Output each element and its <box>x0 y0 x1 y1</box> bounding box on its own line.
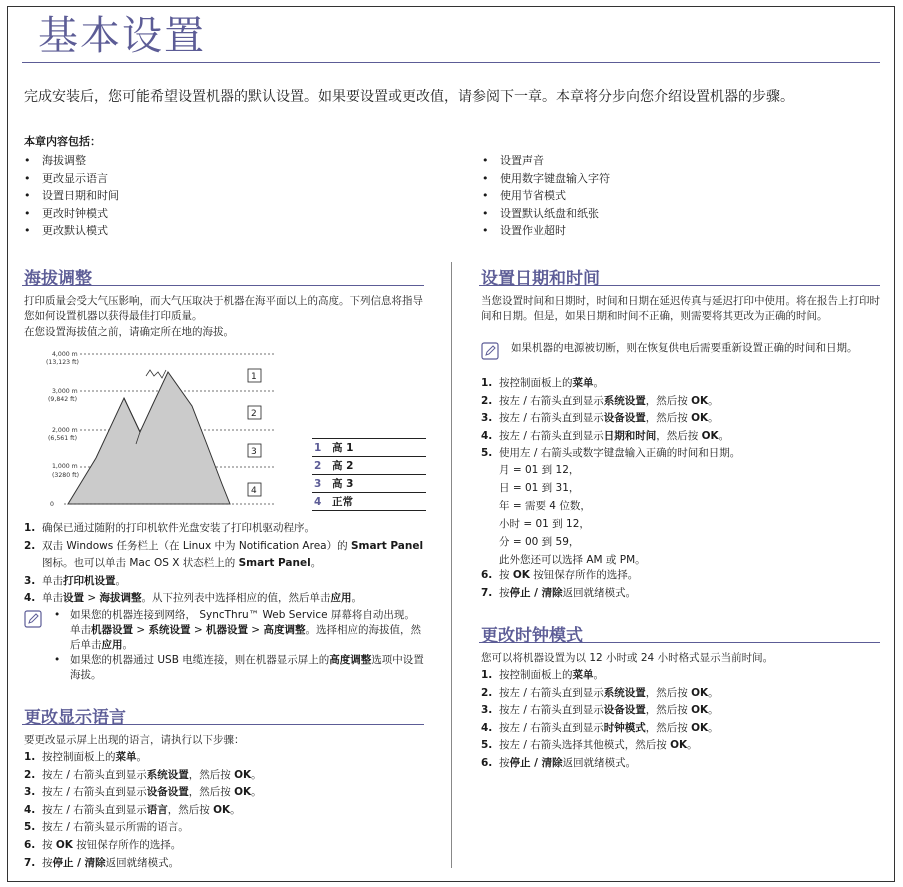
bold-text: OK <box>691 721 709 734</box>
text: 按左 / 右箭头直到显示 <box>499 721 604 734</box>
text: 按钮保存所作的选择。 <box>529 569 639 581</box>
text: ，然后按 <box>645 412 692 425</box>
step-number: 2. <box>481 394 493 407</box>
text: 按左 / 右箭头显示所需的语言。 <box>42 821 189 834</box>
step-item <box>24 784 424 802</box>
table-cell-label: 正常 <box>330 493 426 511</box>
note-item <box>46 653 424 683</box>
step-number: 3. <box>24 574 36 587</box>
datetime-paragraph: 当您设置时间和日期时，时间和日期在延迟传真与延迟打印中使用。将在报告上打印时间和日期。但是，如果日期和时间不正确，则需要将其更改为正确的时间。 <box>481 295 880 322</box>
table-row <box>312 493 426 511</box>
text: 按左 / 右箭头直到显示 <box>42 803 147 816</box>
section-title-clock: 更改时钟模式 <box>481 626 583 646</box>
step-number: 7. <box>481 586 493 599</box>
altitude-table <box>312 438 426 511</box>
table-cell-label: 高 2 <box>330 457 426 475</box>
section-title-language: 更改显示语言 <box>24 708 126 728</box>
text: > <box>190 624 206 636</box>
step-number: 4. <box>481 429 493 442</box>
text: 。 <box>310 557 322 570</box>
bold-text: OK <box>234 768 252 781</box>
step-number: 6. <box>481 569 493 581</box>
bold-text: 菜单 <box>572 377 594 389</box>
bold-text: Smart Panel <box>238 557 311 570</box>
section-rule <box>479 285 880 286</box>
bold-text: 菜单 <box>115 751 137 763</box>
bold-text: 系统设置 <box>603 394 646 407</box>
bold-text: 停止 / 清除 <box>52 856 106 869</box>
bold-text: OK <box>670 739 688 752</box>
text: 。 <box>593 377 604 389</box>
text: 按左 / 右箭头直到显示 <box>499 686 604 699</box>
bold-text: 设备设置 <box>603 704 646 717</box>
bold-text: OK <box>691 704 709 717</box>
text: ，然后按 <box>188 768 235 781</box>
bold-text: 菜单 <box>572 669 594 681</box>
list-item: • 海拔调整 <box>24 152 119 170</box>
text: 如果您的机器通过 USB 电缆连接，则在机器显示屏上的 <box>70 654 330 666</box>
bold-text: OK <box>691 686 709 699</box>
step-item <box>24 590 424 608</box>
bold-text: 设置 <box>63 592 84 605</box>
bold-text: OK <box>691 412 709 425</box>
step-item <box>481 585 880 603</box>
bold-text: 设备设置 <box>146 786 189 799</box>
bold-text: OK <box>55 838 73 851</box>
text: ，然后按 <box>188 786 235 799</box>
altitude-paragraph-2: 在您设置海拔值之前，请确定所在地的海拔。 <box>24 326 234 338</box>
list-item: • 更改默认模式 <box>24 222 119 240</box>
section-rule <box>479 642 880 643</box>
text: > <box>247 624 264 636</box>
step-number: 1. <box>24 522 36 534</box>
step-item <box>24 819 424 837</box>
altitude-note-list <box>46 608 424 683</box>
altitude-label-2000-ft: (6,561 ft) <box>48 435 78 442</box>
text: 。 <box>718 429 730 442</box>
text: 。从下拉列表中选择相应的值，然后单击 <box>141 592 331 605</box>
step-number: 6. <box>24 838 36 851</box>
text: 。 <box>708 721 719 734</box>
bold-text: 高度调整 <box>263 624 306 636</box>
table-row <box>312 475 426 493</box>
step-number: 3. <box>481 704 493 717</box>
step-item <box>481 393 880 411</box>
bold-text: 停止 / 清除 <box>509 756 563 769</box>
clock-steps <box>481 667 880 773</box>
altitude-note <box>46 608 424 683</box>
text: 按 <box>499 569 513 581</box>
range-line: 月 = 01 到 12， <box>499 464 580 476</box>
zone-marker-2: 2 <box>251 409 257 419</box>
bold-text: 高度调整 <box>329 654 372 666</box>
table-cell-label: 高 3 <box>330 475 426 493</box>
step-item <box>24 573 424 591</box>
datetime-steps <box>481 375 880 463</box>
altitude-label-0: 0 <box>50 501 54 508</box>
title-rule <box>22 62 880 63</box>
step-item <box>24 855 424 873</box>
text: 按控制面板上的 <box>499 377 573 389</box>
range-line: 日 = 01 到 31， <box>499 482 580 494</box>
altitude-label-3000: 3,000 m <box>52 388 78 395</box>
bold-text: OK <box>701 429 719 442</box>
bold-text: OK <box>512 569 530 581</box>
text: ，然后按 <box>645 686 692 699</box>
bold-text: 打印机设置 <box>63 574 116 587</box>
text: 单击 <box>42 574 63 587</box>
altitude-label-2000: 2,000 m <box>52 427 78 434</box>
table-cell-num: 3 <box>312 475 330 493</box>
step-item <box>481 685 880 703</box>
bold-text: OK <box>691 394 709 407</box>
text: 按左 / 右箭头直到显示 <box>499 704 604 717</box>
range-line: 年 = 需要 4 位数， <box>499 500 591 512</box>
text: 。 <box>708 686 719 699</box>
step-number: 5. <box>24 821 36 834</box>
text: 。 <box>351 592 362 605</box>
step-number: 4. <box>24 592 36 605</box>
contents-list-left <box>24 152 119 240</box>
text: 使用左 / 右箭头或数字键盘输入正确的时间和日期。 <box>499 447 741 460</box>
bold-text: 海拔调整 <box>99 592 142 605</box>
step-number: 2. <box>24 539 36 552</box>
step-item <box>481 720 880 738</box>
text: ，然后按 <box>645 721 692 734</box>
text: 确保已通过随附的打印机软件光盘安装了打印机驱动程序。 <box>42 522 315 534</box>
bold-text: 停止 / 清除 <box>509 586 563 599</box>
table-cell-num: 1 <box>312 439 330 457</box>
text: 。 <box>251 768 262 781</box>
bold-text: 时钟模式 <box>603 721 646 734</box>
step-item <box>481 428 880 446</box>
text: 按左 / 右箭头直到显示 <box>42 786 147 799</box>
text: 按钮保存所作的选择。 <box>72 838 182 851</box>
bold-text: 设备设置 <box>603 412 646 425</box>
text: 按 <box>42 838 56 851</box>
text: 如果您的机器连接到网络， SyncThru™ Web Service 屏幕将自动出现。单击 <box>70 609 415 636</box>
text: 单击 <box>42 592 63 605</box>
step-item <box>481 737 880 755</box>
step-number: 1. <box>481 377 493 389</box>
text: 返回就绪模式。 <box>105 856 180 869</box>
bold-text: Smart Panel <box>350 539 424 552</box>
altitude-label-3000-ft: (9,842 ft) <box>48 396 78 403</box>
range-line: 分 = 00 到 59， <box>499 536 580 548</box>
step-number: 3. <box>24 786 36 799</box>
zone-marker-3: 3 <box>251 447 257 457</box>
text: 按控制面板上的 <box>499 669 573 681</box>
datetime-value-ranges <box>499 461 646 569</box>
contents-heading: 本章内容包括： <box>24 135 101 148</box>
zone-marker-1: 1 <box>251 372 257 382</box>
text: 双击 Windows 任务栏上（在 Linux 中为 Notification Area）的 <box>42 539 351 552</box>
table-cell-num: 2 <box>312 457 330 475</box>
step-number: 1. <box>24 751 36 763</box>
datetime-note: 如果机器的电源被切断，则在恢复供电后需要重新设置正确的时间和日期。 <box>511 342 858 354</box>
text: 。 <box>122 639 133 651</box>
list-item: • 使用数字键盘输入字符 <box>482 170 610 188</box>
bold-text: OK <box>234 786 252 799</box>
table-row <box>312 457 426 475</box>
text: 。 <box>708 394 719 407</box>
bold-text: 系统设置 <box>603 686 646 699</box>
note-item <box>46 608 424 653</box>
step-item <box>24 802 424 820</box>
intro-paragraph: 完成安装后，您可能希望设置机器的默认设置。如果要设置或更改值，请参阅下一章。本章将分步向您介绍设置机器的步骤。 <box>24 89 794 105</box>
step-item <box>481 567 880 585</box>
altitude-steps <box>24 520 424 608</box>
text: 。 <box>251 786 262 799</box>
step-item <box>481 755 880 773</box>
column-divider <box>451 262 452 868</box>
note-icon <box>24 610 42 628</box>
text: 返回就绪模式。 <box>562 756 637 769</box>
step-item <box>481 375 880 393</box>
text: 。选择相应的海拔值，然后单击 <box>70 624 421 651</box>
text: 按控制面板上的 <box>42 751 116 763</box>
section-title-altitude: 海拔调整 <box>24 269 92 289</box>
text: ，然后按 <box>167 803 214 816</box>
text: 。 <box>230 803 241 816</box>
step-number: 3. <box>481 412 493 425</box>
text: 图标。也可以单击 Mac OS X 状态栏上的 <box>42 557 239 570</box>
text: 按 <box>499 756 510 769</box>
contents-list-right <box>482 152 610 240</box>
text: > <box>84 592 100 605</box>
language-paragraph: 要更改显示屏上出现的语言，请执行以下步骤： <box>24 734 245 746</box>
text: 按左 / 右箭头直到显示 <box>42 768 147 781</box>
altitude-label-1000: 1,000 m <box>52 463 78 470</box>
text: 按 <box>499 586 510 599</box>
text: 按 <box>42 856 53 869</box>
altitude-label-1000-ft: (3280 ft) <box>52 472 80 479</box>
text: 按左 / 右箭头直到显示 <box>499 394 604 407</box>
step-item <box>481 410 880 428</box>
step-item <box>24 837 424 855</box>
altitude-label-4000: 4,000 m <box>52 351 78 358</box>
text: 。 <box>115 574 126 587</box>
text: ，然后按 <box>645 394 692 407</box>
text: 按左 / 右箭头直到显示 <box>499 429 604 442</box>
step-item <box>24 538 424 573</box>
step-number: 2. <box>24 768 36 781</box>
range-line: 此外您还可以选择 AM 或 PM。 <box>499 554 646 566</box>
step-item <box>24 767 424 785</box>
text: 。 <box>593 669 604 681</box>
section-rule <box>22 285 424 286</box>
bold-text: 机器设置 <box>91 624 133 636</box>
text: > <box>133 624 149 636</box>
bold-text: 语言 <box>146 803 168 816</box>
bold-text: OK <box>213 803 231 816</box>
step-item <box>481 702 880 720</box>
range-line: 小时 = 01 到 12， <box>499 518 590 530</box>
step-item <box>24 749 424 767</box>
datetime-steps-cont <box>481 567 880 602</box>
step-number: 5. <box>481 447 493 460</box>
bold-text: 系统设置 <box>146 768 189 781</box>
note-icon <box>481 342 499 360</box>
list-item: • 设置作业超时 <box>482 222 610 240</box>
page-title: 基本设置 <box>38 13 206 59</box>
step-number: 4. <box>481 721 493 734</box>
step-number: 5. <box>481 739 493 752</box>
altitude-paragraph: 打印质量会受大气压影响，而大气压取决于机器在海平面以上的高度。下列信息将指导您如何设置机器以获得最佳打印质量。 <box>24 295 423 322</box>
list-item: • 设置日期和时间 <box>24 187 119 205</box>
table-cell-num: 4 <box>312 493 330 511</box>
step-number: 4. <box>24 803 36 816</box>
bold-text: 应用 <box>101 639 123 651</box>
zone-marker-4: 4 <box>251 486 257 496</box>
altitude-label-4000-ft: (13,123 ft) <box>46 359 79 366</box>
table-row <box>312 439 426 457</box>
step-item <box>24 520 424 538</box>
text: 按左 / 右箭头选择其他模式，然后按 <box>499 739 671 752</box>
step-item <box>481 667 880 685</box>
table-cell-label: 高 1 <box>330 439 426 457</box>
text: 按左 / 右箭头直到显示 <box>499 412 604 425</box>
clock-paragraph: 您可以将机器设置为以 12 小时或 24 小时格式显示当前时间。 <box>481 652 774 664</box>
step-number: 6. <box>481 756 493 769</box>
list-item: • 更改显示语言 <box>24 170 119 188</box>
step-number: 2. <box>481 686 493 699</box>
altitude-diagram <box>24 346 284 510</box>
text: 选项中设置海拔。 <box>70 654 424 681</box>
text: 。 <box>136 751 147 763</box>
bold-text: 应用 <box>330 592 352 605</box>
text: 返回就绪模式。 <box>562 586 637 599</box>
text: ，然后按 <box>645 704 692 717</box>
text: 。 <box>687 739 698 752</box>
text: 。 <box>708 412 719 425</box>
section-rule <box>22 724 424 725</box>
list-item: • 设置默认纸盘和纸张 <box>482 205 610 223</box>
list-item: • 更改时钟模式 <box>24 205 119 223</box>
language-steps <box>24 749 424 872</box>
list-item: • 设置声音 <box>482 152 610 170</box>
bold-text: 系统设置 <box>148 624 191 636</box>
step-number: 7. <box>24 856 36 869</box>
section-title-datetime: 设置日期和时间 <box>481 269 600 289</box>
step-number: 1. <box>481 669 493 681</box>
bold-text: 日期和时间 <box>603 429 657 442</box>
bold-text: 机器设置 <box>205 624 248 636</box>
text: 。 <box>708 704 719 717</box>
text: ，然后按 <box>656 429 702 442</box>
list-item: • 使用节省模式 <box>482 187 610 205</box>
